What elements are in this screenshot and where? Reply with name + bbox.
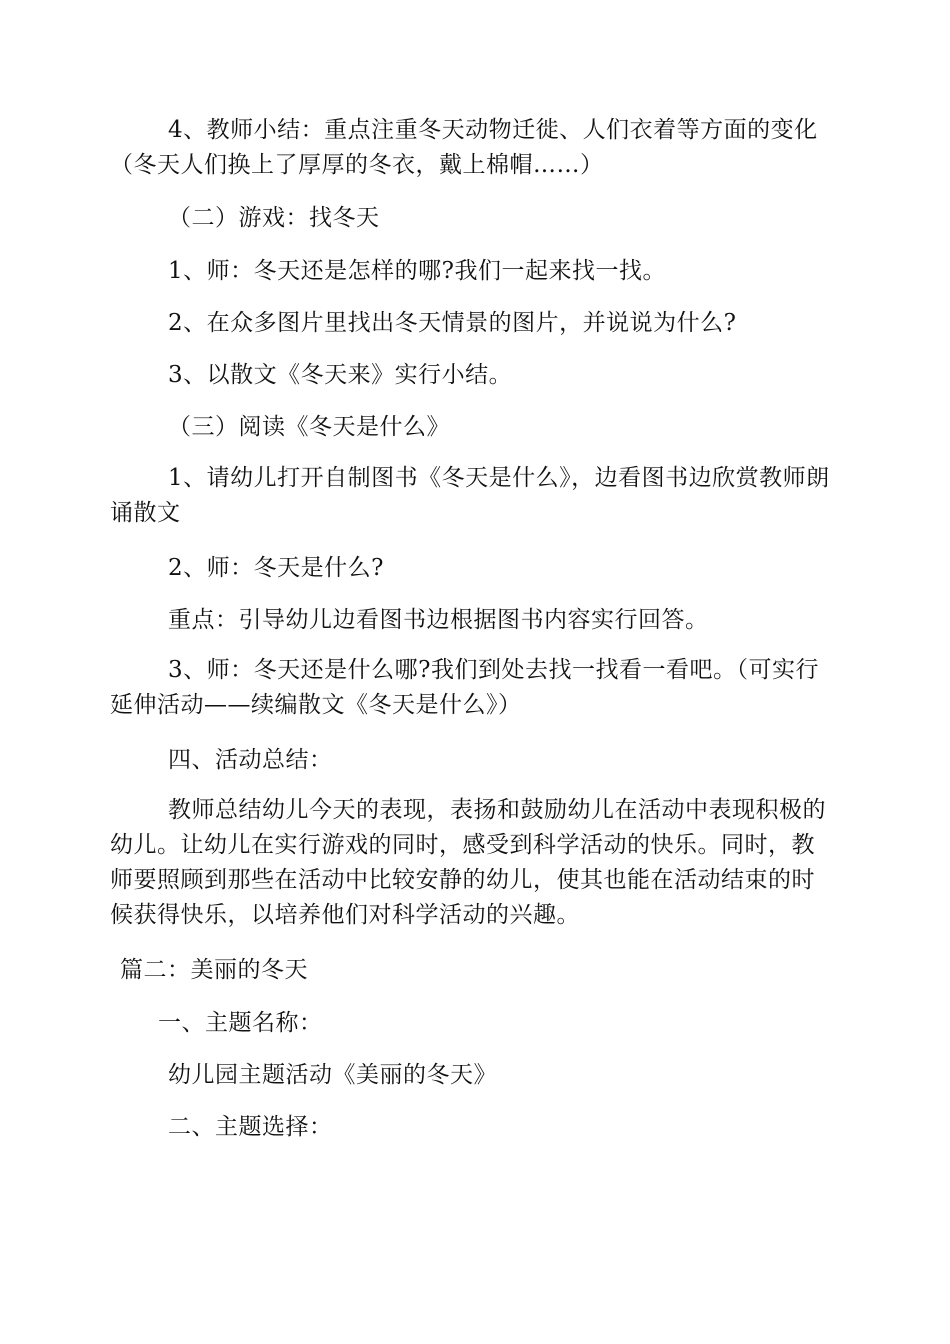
paragraph-game-step-2: 2、在众多图片里找出冬天情景的图片，并说说为什么?: [168, 310, 737, 336]
paragraph-teacher-summary: 4、教师小结：重点注重冬天动物迁徙、人们衣着等方面的变化（冬天人们换上了厚厚的冬衣，戴上棉帽……）: [110, 117, 818, 178]
paragraph-key-point: 重点：引导幼儿边看图书边根据图书内容实行回答。: [168, 607, 709, 633]
paragraph-game-step-1: 1、师：冬天还是怎样的哪?我们一起来找一找。: [168, 258, 666, 284]
heading-theme-selection: 二、主题选择：: [168, 1114, 333, 1140]
paragraph-reading-step-3: 3、师：冬天还是什么哪?我们到处去找一找看一看吧。（可实行延伸活动——续编散文《冬天是什么》）: [110, 657, 819, 718]
paragraph-reading-step-2: 2、师：冬天是什么?: [168, 555, 384, 581]
heading-part-two: 篇二：美丽的冬天: [120, 957, 308, 983]
heading-game-find-winter: （二）游戏：找冬天: [168, 205, 380, 231]
paragraph-activity-summary: 教师总结幼儿今天的表现，表扬和鼓励幼儿在活动中表现积极的幼儿。让幼儿在实行游戏的同时，感受到科学活动的快乐。同时，教师要照顾到那些在活动中比较安静的幼儿，使其也能在活动结束的时候获得快乐，以培养他们对科学活动的兴趣。: [110, 797, 826, 928]
heading-theme-name: 一、主题名称：: [158, 1010, 323, 1036]
heading-activity-summary: 四、活动总结：: [168, 747, 333, 773]
heading-reading: （三）阅读《冬天是什么》: [168, 414, 450, 440]
paragraph-reading-step-1: 1、请幼儿打开自制图书《冬天是什么》，边看图书边欣赏教师朗诵散文: [110, 465, 830, 526]
paragraph-game-step-3: 3、以散文《冬天来》实行小结。: [168, 362, 513, 388]
paragraph-theme-name: 幼儿园主题活动《美丽的冬天》: [168, 1062, 497, 1088]
